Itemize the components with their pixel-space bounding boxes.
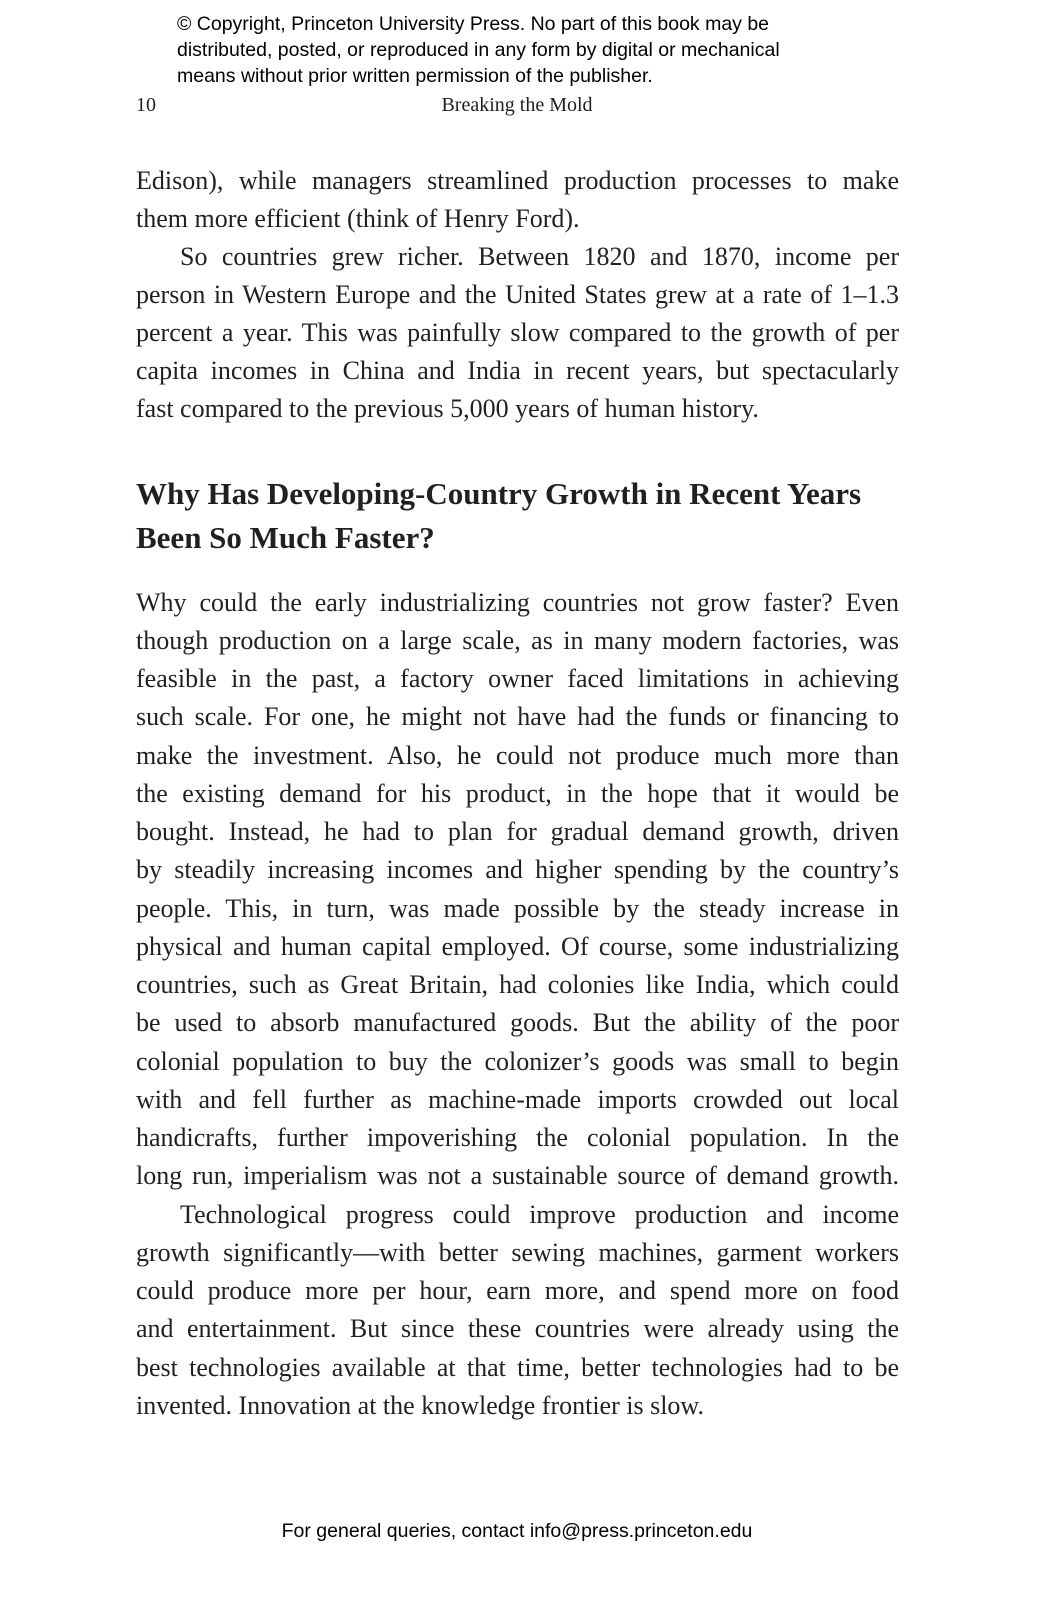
- text-line: be used to absorb manufactured goods. But the ability of the poor: [136, 1008, 899, 1037]
- text-line: colonial population to buy the colonizer’s goods was small to begin: [136, 1047, 899, 1076]
- text-line: Edison), while managers streamlined production processes to make: [136, 166, 899, 195]
- text-line: percent a year. This was painfully slow compared to the growth of per: [136, 318, 899, 347]
- text-line: Technological progress could improve production and income: [180, 1200, 899, 1229]
- text-line: them more efficient (think of Henry Ford).: [136, 204, 580, 233]
- text-line: countries, such as Great Britain, had colonies like India, which could: [136, 970, 899, 999]
- text-line: the existing demand for his product, in the hope that it would be: [136, 779, 899, 808]
- text-line: capita incomes in China and India in recent years, but spectacularly: [136, 356, 899, 385]
- text-line: So countries grew richer. Between 1820 and 1870, income per: [180, 242, 899, 271]
- text-line: growth significantly—with better sewing machines, garment workers: [136, 1238, 899, 1267]
- running-head: [0, 94, 1050, 122]
- copyright-notice: [177, 11, 897, 89]
- text-line: such scale. For one, he might not have had the funds or financing to: [136, 702, 899, 731]
- heading-line: Why Has Developing-Country Growth in Recent Years: [136, 476, 862, 511]
- text-line: best technologies available at that time, better technologies had to be: [136, 1353, 899, 1382]
- contact-footer: For general queries, contact info@press.princeton.edu: [281, 1520, 753, 1542]
- text-line: feasible in the past, a factory owner faced limitations in achieving: [136, 664, 899, 693]
- copyright-line: distributed, posted, or reproduced in any form by digital or mechanical: [177, 39, 780, 61]
- text-line: person in Western Europe and the United States grew at a rate of 1–1.3: [136, 280, 899, 309]
- text-line: make the investment. Also, he could not produce much more than: [136, 741, 899, 770]
- text-line: people. This, in turn, was made possible by the steady increase in: [136, 894, 899, 923]
- text-line: physical and human capital employed. Of course, some industrializing: [136, 932, 899, 961]
- text-line: long run, imperialism was not a sustainable source of demand growth.: [136, 1161, 899, 1190]
- text-line: invented. Innovation at the knowledge frontier is slow.: [136, 1391, 705, 1420]
- text-line: bought. Instead, he had to plan for gradual demand growth, driven: [136, 817, 899, 846]
- copyright-line: © Copyright, Princeton University Press. No part of this book may be: [177, 13, 770, 35]
- page-number: 10: [136, 94, 156, 116]
- book-title: Breaking the Mold: [441, 94, 593, 116]
- text-line: with and fell further as machine-made imports crowded out local: [136, 1085, 899, 1114]
- text-line: Why could the early industrializing countries not grow faster? Even: [136, 588, 899, 617]
- text-line: and entertainment. But since these countries were already using the: [136, 1314, 899, 1343]
- copyright-line: means without prior written permission of the publisher.: [177, 65, 653, 87]
- text-line: fast compared to the previous 5,000 years of human history.: [136, 394, 759, 423]
- text-line: though production on a large scale, as in many modern factories, was: [136, 626, 899, 655]
- heading-line: Been So Much Faster?: [136, 520, 435, 555]
- text-line: handicrafts, further impoverishing the colonial population. In the: [136, 1123, 899, 1152]
- text-line: by steadily increasing incomes and higher spending by the country’s: [136, 855, 899, 884]
- text-line: could produce more per hour, earn more, and spend more on food: [136, 1276, 899, 1305]
